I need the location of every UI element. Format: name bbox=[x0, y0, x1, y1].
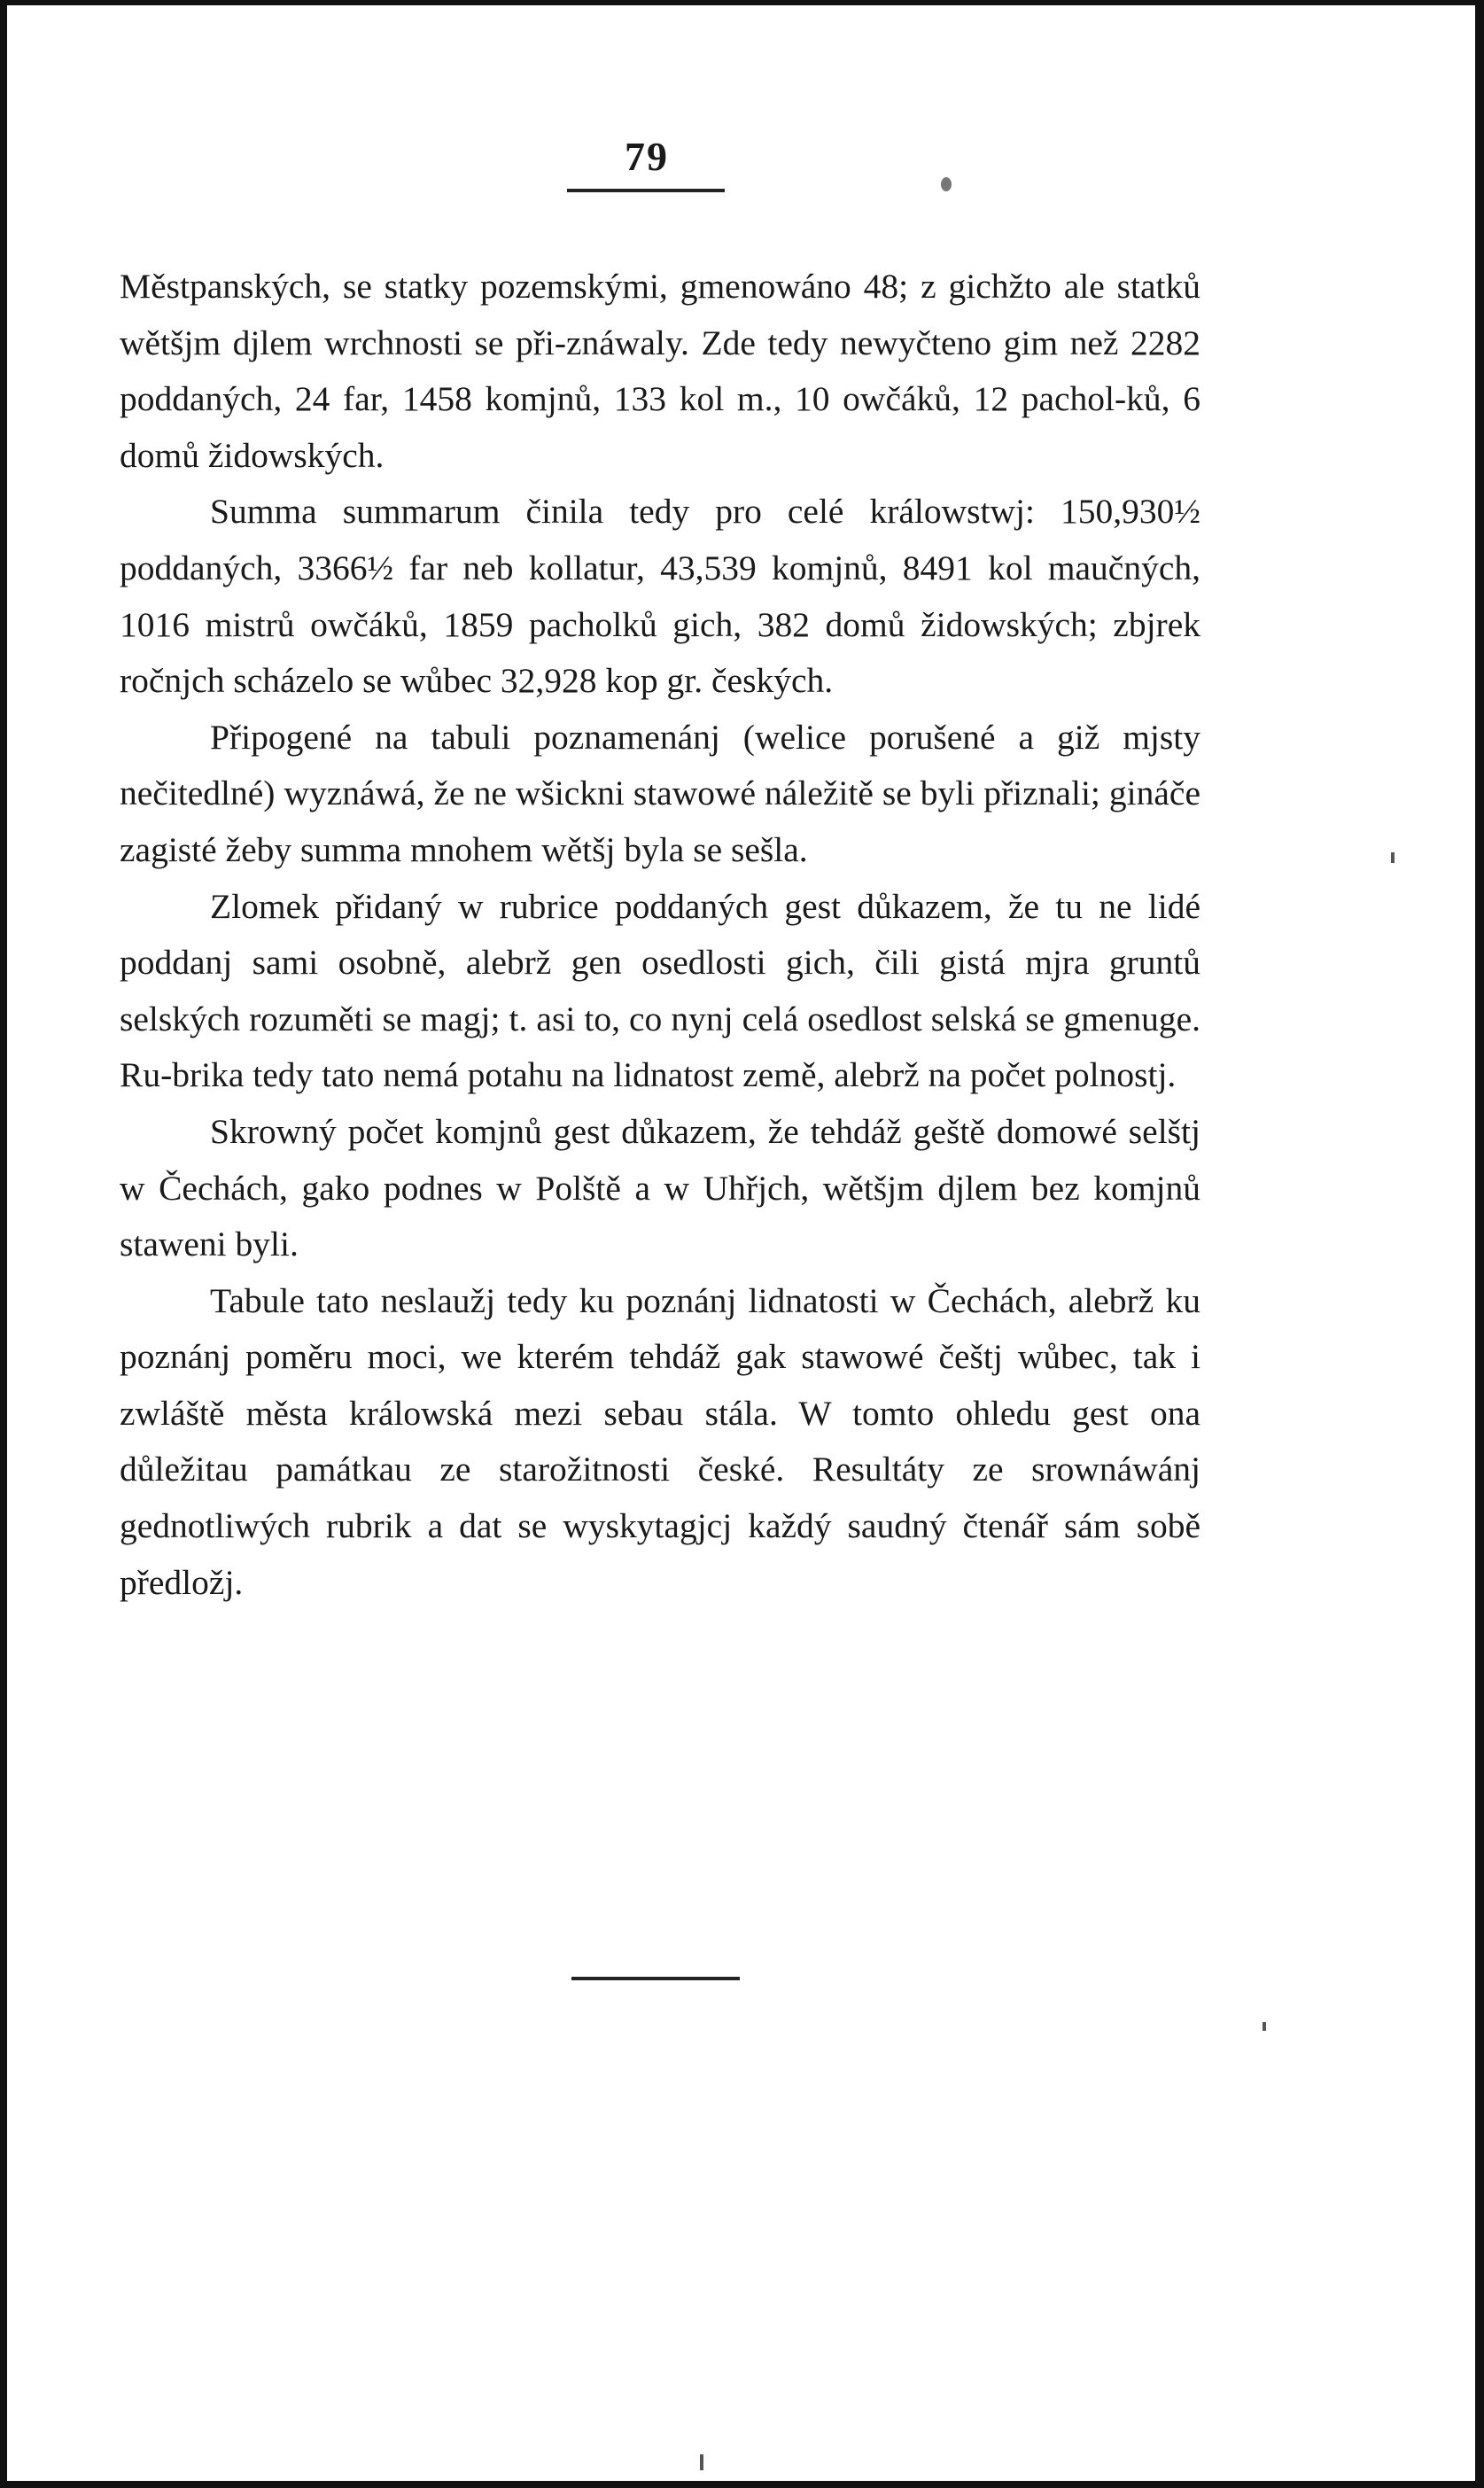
scan-edge-bottom bbox=[0, 2481, 1484, 2488]
margin-mark bbox=[1263, 2022, 1266, 2031]
header-rule bbox=[567, 189, 725, 192]
margin-mark bbox=[1391, 852, 1395, 863]
paragraph: Tabule tato neslaužj tedy ku poznánj lidnatosti w Čechách, alebrž ku poznánj poměru moci, we kterém tehdáž gak stawowé češtj wůbec, tak i zwláště města králowská mezi sebau stála. W tomto ohledu gest ona důležitau památkau ze starožitnosti české. Resultáty ze srownáwánj gednotliwých rubrik a dat se wyskytagjcj každý saudný čtenář sám sobě předložj. bbox=[120, 1280, 1200, 1602]
end-rule bbox=[571, 1977, 740, 1980]
ink-speck bbox=[941, 177, 952, 191]
body-text bbox=[120, 259, 1200, 1611]
scan-edge-right bbox=[1475, 0, 1484, 2488]
paragraph: Připogené na tabuli poznamenánj (welice porušené a giž mjsty nečitedlné) wyznáwá, že ne wšickni stawowé náležitě se byli přiznali; gináče zagisté žeby summa mnohem wětšj byla se sešla. bbox=[120, 717, 1200, 869]
paragraph: Zlomek přidaný w rubrice poddaných gest důkazem, že tu ne lidé poddanj sami osobně, alebrž gen osedlosti gich, čili gistá mjra gruntů selských rozuměti se magj; t. asi to, co nynj celá osedlost selská se gmenuge. Ru-brika tedy tato nemá potahu na lidnatost země, alebrž na počet polnostj. bbox=[120, 886, 1200, 1095]
paragraph: Skrowný počet komjnů gest důkazem, že tehdáž geště domowé selštj w Čechách, gako podnes w Polště a w Uhřjch, wětšjm djlem bez komjnů staweni byli. bbox=[120, 1111, 1200, 1264]
scan-edge-top bbox=[0, 0, 1484, 5]
scan-edge-left bbox=[0, 0, 7, 2488]
page-number: 79 bbox=[625, 134, 669, 179]
margin-mark bbox=[700, 2454, 703, 2470]
paragraph: Summa summarum činila tedy pro celé králowstwj: 150,930½ poddaných, 3366½ far neb kollatur, 43,539 komjnů, 8491 kol maučných, 1016 mistrů owčáků, 1859 pacholků gich, 382 domů židowských; zbjrek ročnjch scházelo se wůbec 32,928 kop gr. českých. bbox=[120, 492, 1200, 701]
paragraph: Městpanských, se statky pozemskými, gmenowáno 48; z gichžto ale statků wětšjm djlem wrchnosti se při-znáwaly. Zde tedy newyčteno gim než 2282 poddaných, 24 far, 1458 komjnů, 133 kol m., 10 owčáků, 12 pachol-ků, 6 domů židowských. bbox=[120, 267, 1200, 475]
